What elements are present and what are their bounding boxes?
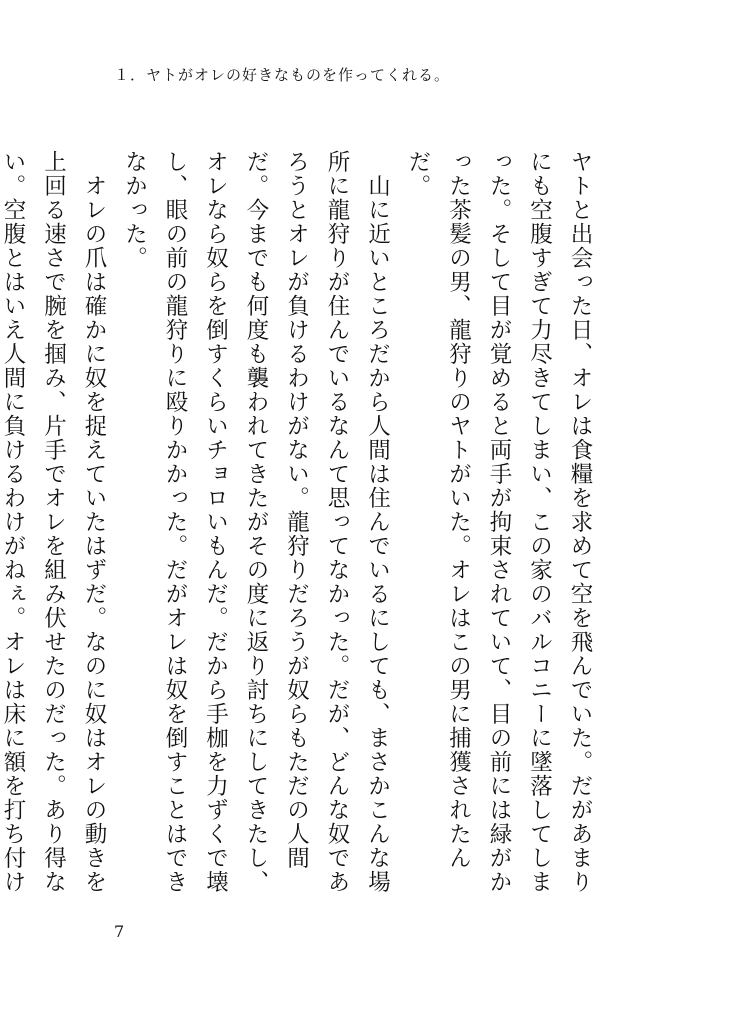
paragraph-3: オレの爪は確かに奴を捉えていたはずだ。なのに奴はオレの動きを上回る速さで腕を掴み、片手でオレを組み伏せたのだった。あり得ない。空腹とはいえ人間に負けるわけがねぇ。オレは床に額を打ち付け [0,150,107,894]
page-number: 7 [114,922,125,941]
vertical-body-text [0,150,600,910]
paragraph-1: ヤトと出会った日、オレは食糧を求めて空を飛んでいた。だがあまりにも空腹すぎて力尽きてしまい、この家のバルコニーに墜落してしまった。そして目が覚めると両手が拘束されていて、目の前には緑がかった茶髪の男、龍狩りのヤトがいた。オレはこの男に捕獲されたんだ。 [405,150,593,894]
running-title: １．ヤトがオレの好きなものを作ってくれる。 [114,66,451,84]
paragraph-2: 山に近いところだから人間は住んでいるにしても、まさかこんな場所に龍狩りが住んでいるなんて思ってなかった。だが、どんな奴であろうとオレが負けるわけがない。龍狩りだろうが奴らもただの人間だ。今までも何度も襲われてきたがその度に返り討ちにしてきたし、オレなら奴らを倒すくらいチョロいもんだ。だから手枷を力ずくで壊し、眼の前の龍狩りに殴りかかった。だがオレは奴を倒すことはできなかった。 [121,150,391,894]
